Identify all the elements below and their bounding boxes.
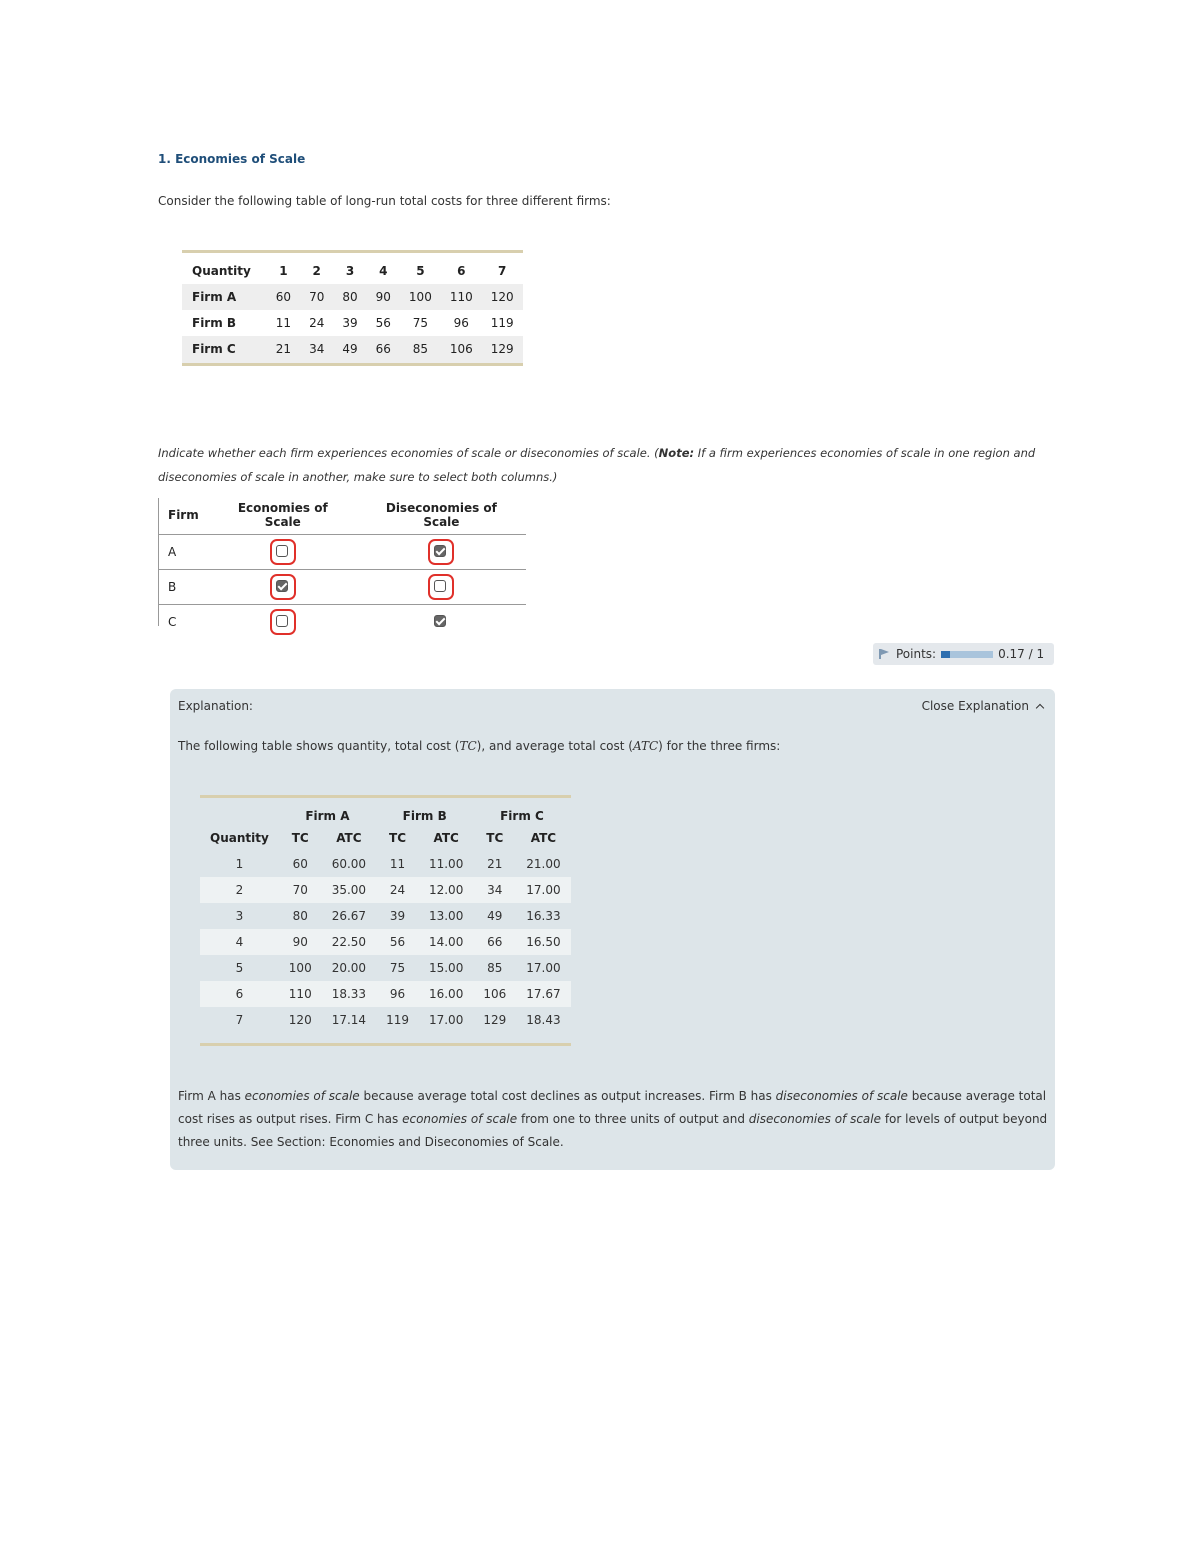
value-cell: 80	[292, 909, 308, 923]
answer-row-b	[158, 570, 526, 605]
cost-cell: 75	[412, 316, 429, 330]
atc-header: ATC	[433, 831, 459, 845]
tc-header: TC	[389, 831, 407, 845]
conclusion-text: because average total cost declines as output increases. Firm B has	[359, 1089, 776, 1103]
value-cell: 16.33	[526, 909, 561, 923]
instruction-main: Indicate whether each firm experiences economies of scale or diseconomies of scale. (	[158, 446, 659, 460]
cost-cell: 34	[300, 336, 333, 365]
cost-cell: 90	[367, 284, 400, 310]
column-header-row	[200, 825, 571, 851]
value-cell: 90	[279, 929, 322, 955]
question-intro: Consider the following table of long-run total costs for three different firms:	[158, 194, 611, 208]
table-row	[200, 981, 571, 1007]
firm-label: Firm A	[182, 284, 267, 310]
value-cell: 17.00	[516, 877, 570, 903]
explanation-lead	[178, 739, 780, 753]
quantity-header: Quantity	[210, 831, 269, 845]
value-cell: 21	[487, 857, 503, 871]
conclusion-text: for levels of output beyond three units. See Section: Economies and Diseconomies of Scale.	[178, 1112, 1048, 1149]
firm-label: B	[158, 570, 209, 605]
answer-row-a	[158, 535, 526, 570]
note-label: Note:	[658, 446, 695, 460]
atc-symbol: ATC	[632, 739, 659, 753]
value-cell: 15.00	[428, 961, 464, 975]
answer-grid-header	[158, 498, 526, 535]
table-row	[200, 1007, 571, 1045]
firm-c-header: Firm C	[500, 809, 544, 823]
value-cell: 100	[288, 961, 312, 975]
value-cell: 60.00	[331, 857, 367, 871]
value-cell: 56	[376, 929, 419, 955]
value-cell: 60	[292, 857, 308, 871]
cost-cell: 56	[375, 316, 391, 330]
cost-cell: 66	[367, 336, 400, 365]
quantity-cell: 3	[235, 909, 244, 923]
conclusion-term: diseconomies of scale	[775, 1089, 908, 1103]
firm-label: C	[168, 615, 177, 629]
value-cell: 16.00	[419, 981, 473, 1007]
diseconomies-column-header: Diseconomies of Scale	[357, 498, 526, 535]
value-cell: 16.50	[516, 929, 570, 955]
conclusion-text: Firm A has	[178, 1089, 245, 1103]
tc-header: TC	[291, 831, 309, 845]
cost-table	[182, 250, 523, 366]
value-cell: 85	[487, 961, 503, 975]
points-display	[873, 643, 1054, 665]
cost-cell: 80	[333, 284, 366, 310]
quantity-cell: 1	[235, 857, 244, 871]
value-cell: 26.67	[331, 909, 367, 923]
points-progress-bar	[941, 651, 993, 658]
cost-cell: 129	[482, 336, 523, 365]
value-cell: 17.14	[331, 1013, 367, 1027]
quantity-cell: 4	[379, 264, 388, 278]
value-cell: 11	[389, 857, 406, 871]
value-cell: 17.67	[516, 981, 570, 1007]
lead-text-3: ) for the three firms:	[658, 739, 781, 753]
quantity-header: Quantity	[192, 264, 251, 278]
note-text: If a firm experiences economies of scale in one region and diseconomies of scale in another, make sure to select both columns.)	[158, 446, 1036, 484]
tc-symbol: TC	[459, 739, 477, 753]
incorrect-marker	[270, 574, 296, 600]
value-cell: 39	[389, 909, 406, 923]
value-cell: 18.43	[526, 1013, 561, 1027]
diseconomies-checkbox-c[interactable]	[434, 615, 446, 627]
close-explanation-button[interactable]	[922, 699, 1043, 713]
quantity-cell: 6	[200, 981, 279, 1007]
value-cell: 75	[389, 961, 406, 975]
value-cell: 18.33	[322, 981, 376, 1007]
economies-checkbox-b[interactable]	[276, 580, 288, 592]
cost-cell: 110	[441, 284, 482, 310]
incorrect-marker	[270, 609, 296, 635]
conclusion-text: from one to three units of output and	[517, 1112, 749, 1126]
cost-cell: 96	[453, 316, 469, 330]
tc-header: TC	[486, 831, 504, 845]
firm-label: Firm C	[182, 336, 267, 365]
value-cell: 22.50	[322, 929, 376, 955]
cost-cell: 11	[275, 316, 292, 330]
table-row	[200, 955, 571, 981]
incorrect-marker	[428, 539, 454, 565]
value-cell: 110	[279, 981, 322, 1007]
firm-b-header: Firm B	[402, 809, 447, 823]
atc-table-body	[200, 851, 571, 1045]
conclusion-term: diseconomies of scale	[748, 1112, 881, 1126]
quantity-cell: 7	[235, 1013, 244, 1027]
lead-text-2: ), and average total cost (	[476, 739, 633, 753]
atc-table	[200, 795, 571, 1046]
points-value: 0.17 / 1	[998, 647, 1045, 661]
cost-cell: 120	[482, 284, 523, 310]
diseconomies-checkbox-b[interactable]	[434, 580, 446, 592]
instruction-text	[158, 441, 1048, 489]
explanation-header: Explanation:	[178, 699, 253, 713]
quantity-cell: 6	[457, 264, 466, 278]
value-cell: 13.00	[428, 909, 464, 923]
firm-column-header: Firm	[158, 498, 209, 535]
cost-cell: 60	[267, 284, 300, 310]
cost-table-header-row	[182, 252, 523, 285]
quantity-cell: 5	[235, 961, 244, 975]
answer-row-c	[158, 605, 526, 640]
economies-checkbox-c[interactable]	[276, 615, 288, 627]
flag-icon	[879, 649, 891, 659]
cost-cell: 106	[441, 336, 482, 365]
firm-a-header: Firm A	[305, 809, 350, 823]
conclusion-text: because average total cost rises as output rises. Firm C has	[178, 1089, 1047, 1126]
cost-cell: 85	[400, 336, 441, 365]
table-row	[182, 310, 523, 336]
answer-grid	[158, 498, 526, 639]
value-cell: 120	[288, 1013, 312, 1027]
firm-label: Firm B	[192, 316, 237, 330]
value-cell: 66	[473, 929, 516, 955]
cost-cell: 70	[300, 284, 333, 310]
cost-cell: 119	[490, 316, 514, 330]
incorrect-marker	[270, 539, 296, 565]
value-cell: 49	[487, 909, 503, 923]
cost-cell: 49	[333, 336, 366, 365]
quantity-cell: 2	[312, 264, 321, 278]
quantity-cell: 1	[279, 264, 288, 278]
incorrect-marker	[428, 574, 454, 600]
economies-checkbox-a[interactable]	[276, 545, 288, 557]
close-explanation-label: Close Explanation	[921, 699, 1029, 713]
table-row	[200, 877, 571, 903]
value-cell: 24	[376, 877, 419, 903]
value-cell: 14.00	[419, 929, 473, 955]
value-cell: 12.00	[419, 877, 473, 903]
points-label: Points:	[896, 647, 937, 661]
value-cell: 70	[279, 877, 322, 903]
quantity-cell: 7	[498, 264, 507, 278]
atc-header: ATC	[336, 831, 362, 845]
cost-cell: 39	[342, 316, 358, 330]
value-cell: 119	[386, 1013, 409, 1027]
conclusion-term: economies of scale	[402, 1112, 518, 1126]
table-row	[182, 336, 523, 365]
explanation-conclusion	[178, 1085, 1048, 1154]
table-row	[200, 929, 571, 955]
value-cell: 96	[376, 981, 419, 1007]
firm-label: A	[158, 535, 209, 570]
quantity-cell: 5	[416, 264, 425, 278]
quantity-cell: 2	[200, 877, 279, 903]
economies-column-header: Economies of Scale	[209, 498, 357, 535]
quantity-cell: 3	[345, 264, 355, 278]
value-cell: 11.00	[428, 857, 464, 871]
value-cell: 35.00	[322, 877, 376, 903]
table-row	[200, 903, 571, 929]
table-row	[182, 284, 523, 310]
value-cell: 17.00	[526, 961, 561, 975]
quantity-cell: 4	[200, 929, 279, 955]
value-cell: 129	[483, 1013, 507, 1027]
value-cell: 106	[473, 981, 516, 1007]
lead-text-1: The following table shows quantity, total cost (	[178, 739, 460, 753]
firm-header-row	[200, 797, 571, 826]
points-progress-fill	[941, 651, 950, 658]
conclusion-term: economies of scale	[244, 1089, 360, 1103]
value-cell: 21.00	[526, 857, 561, 871]
atc-header: ATC	[530, 831, 557, 845]
table-row	[200, 851, 571, 877]
explanation-panel	[170, 689, 1055, 1170]
diseconomies-checkbox-a[interactable]	[434, 545, 446, 557]
cost-cell: 100	[400, 284, 441, 310]
cost-cell: 24	[309, 316, 325, 330]
checkbox-frame	[428, 609, 454, 635]
chevron-up-icon	[1036, 704, 1044, 712]
value-cell: 20.00	[331, 961, 367, 975]
cost-cell: 21	[267, 336, 300, 365]
value-cell: 17.00	[428, 1013, 464, 1027]
question-title: 1. Economies of Scale	[158, 152, 306, 166]
value-cell: 34	[473, 877, 516, 903]
